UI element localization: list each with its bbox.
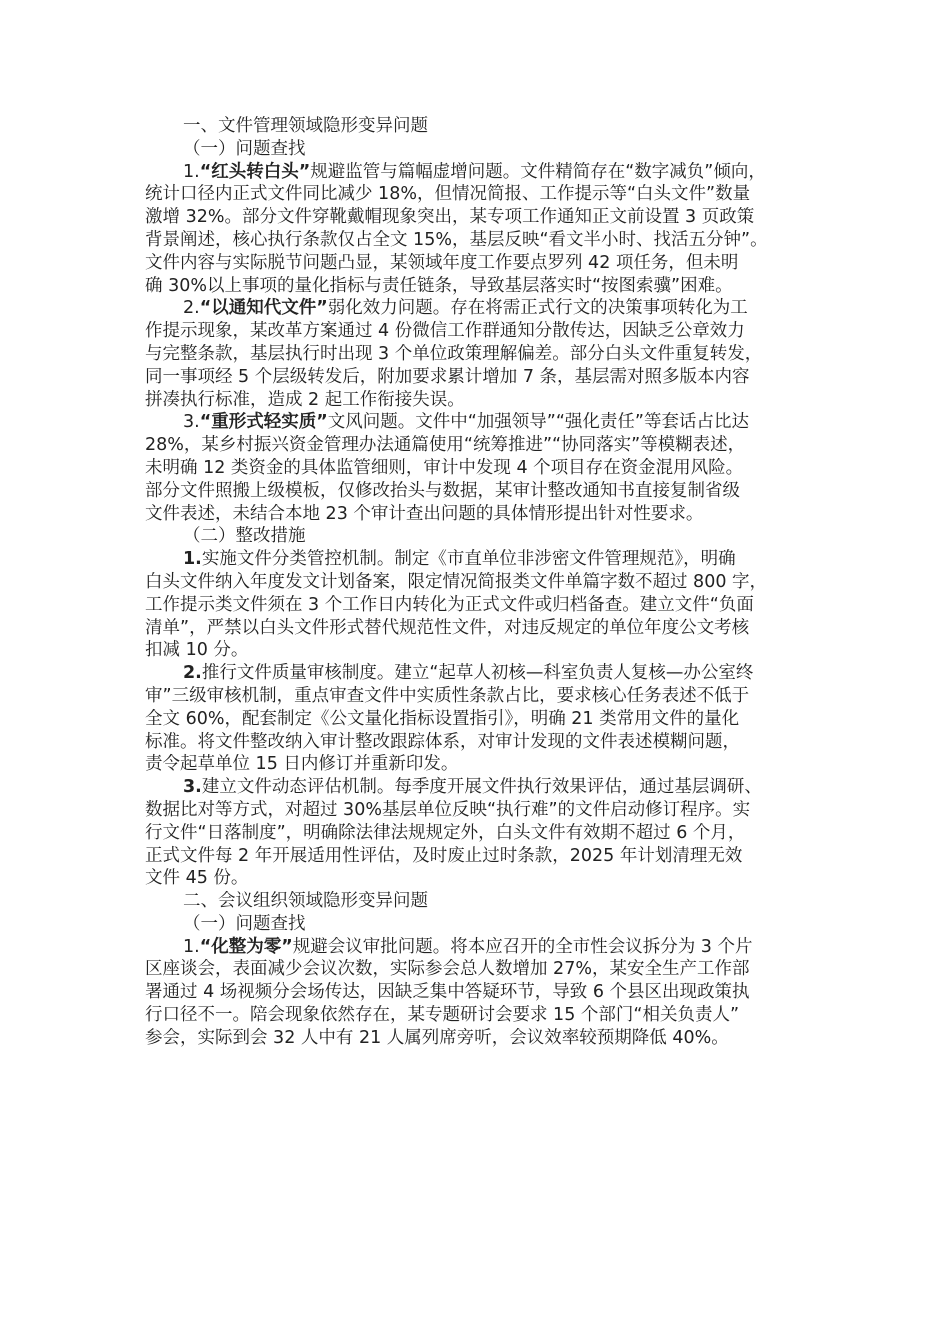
text-line [145,320,825,343]
line-text: 责令起草单位 15 日内修订并重新印发。 [145,754,459,775]
paragraph [145,776,825,890]
text-line [145,822,825,845]
line-text: 区座谈会，表面减少会议次数，实际参会总人数增加 27%，某安全生产工作部 [145,959,750,980]
text-line [145,343,825,366]
text-line [145,503,825,526]
paragraph [145,890,825,913]
text-line [145,890,825,913]
text-line [145,1027,825,1050]
bold-heading: “化整为零” [199,936,293,957]
text-line [145,138,825,161]
text-line [145,867,825,890]
paragraph [145,138,825,161]
line-text: 行文件“日落制度”，明确除法律法规规定外，白头文件有效期不超过 6 个月， [145,822,746,843]
line-text: （一）问题查找 [183,913,306,934]
text-line [145,183,825,206]
paragraph [145,913,825,936]
line-text: 弱化效力问题。存在将需正式行文的决策事项转化为工 [327,298,748,319]
line-text: 正式文件每 2 年开展适用性评估，及时废止过时条款，2025 年计划清理无效 [145,845,743,866]
text-line [145,753,825,776]
line-text: 文风问题。文件中“加强领导”“强化责任”等套话占比达 [327,412,749,433]
text-line [145,708,825,731]
text-line [145,366,825,389]
line-text: 审”三级审核机制，重点审查文件中实质性条款占比，要求核心任务表述不低于 [145,685,750,706]
line-text: （一）问题查找 [183,138,306,159]
bold-heading: “重形式轻实质” [199,412,328,433]
line-text: 拼凑执行标准，造成 2 起工作衔接失误。 [145,389,465,410]
line-text: 实施文件分类管控机制。制定《市直单位非涉密文件管理规范》，明确 [201,549,736,570]
text-line [145,1004,825,1027]
text-line [145,639,825,662]
text-line [145,776,825,799]
line-text: 规避监管与篇幅虚增问题。文件精简存在“数字减负”倾向， [310,161,766,182]
text-line [145,571,825,594]
line-text: 标准。将文件整改纳入审计整改跟踪体系，对审计发现的文件表述模糊问题， [145,731,740,752]
text-line [145,617,825,640]
text-line [145,936,825,959]
line-text: 扣减 10 分。 [145,640,249,661]
paragraph [145,115,825,138]
line-text: 白头文件纳入年度发文计划备案，限定情况简报类文件单篇字数不超过 800 字， [145,571,768,592]
text-line [145,594,825,617]
text-line [145,480,825,503]
paragraph [145,525,825,548]
line-text: 统计口径内正式文件同比减少 18%，但情况简报、工作提示等“白头文件”数量 [145,184,751,205]
item-number: 2. [183,298,200,319]
line-text: 未明确 12 类资金的具体监管细则，审计中发现 4 个项目存在资金混用风险。 [145,457,744,478]
line-text: 一、文件管理领域隐形变异问题 [183,116,428,136]
text-line [145,799,825,822]
line-text: 文件内容与实际脱节问题凸显，某领域年度工作要点罗列 42 项任务，但未明 [145,252,739,273]
text-line [145,981,825,1004]
line-text: 数据比对等方式，对超过 30%基层单位反映“执行难”的文件启动修订程序。实 [145,799,751,820]
text-line [145,913,825,936]
line-text: 确 30%以上事项的量化指标与责任链条，导致基层落实时“按图索骥”困难。 [145,275,733,296]
bold-heading: “以通知代文件” [199,298,328,319]
line-text: （二）整改措施 [183,526,306,547]
line-text: 全文 60%，配套制定《公文量化指标设置指引》，明确 21 类常用文件的量化 [145,708,740,729]
text-line [145,685,825,708]
text-line [145,297,825,320]
bold-heading: “红头转白头” [199,161,311,182]
line-text: 部分文件照搬上级模板，仅修改抬头与数据，某审计整改通知书直接复制省级 [145,480,740,501]
paragraph [145,297,825,411]
text-line [145,275,825,298]
paragraph [145,411,825,525]
bold-heading: 1. [183,549,202,570]
line-text: 作提示现象，某改革方案通过 4 份微信工作群通知分散传达，因缺乏公章效力 [145,321,745,342]
line-text: 激增 32%。部分文件穿靴戴帽现象突出，某专项工作通知正文前设置 3 页政策 [145,207,755,228]
text-line [145,845,825,868]
text-line [145,434,825,457]
line-text: 推行文件质量审核制度。建立“起草人初核—科室负责人复核—办公室终 [201,663,754,684]
text-line [145,457,825,480]
bold-heading: 3. [183,777,202,798]
line-text: 同一事项经 5 个层级转发后，附加要求累计增加 7 条，基层需对照多版本内容 [145,366,750,387]
item-number: 1. [183,936,200,957]
item-number: 1. [183,161,200,182]
paragraph [145,936,825,1050]
text-line [145,958,825,981]
paragraph [145,548,825,662]
line-text: 建立文件动态评估机制。每季度开展文件执行效果评估，通过基层调研、 [201,777,762,798]
text-line [145,229,825,252]
text-line [145,525,825,548]
line-text: 二、会议组织领域隐形变异问题 [183,891,428,912]
line-text: 工作提示类文件须在 3 个工作日内转化为正式文件或归档备查。建立文件“负面 [145,594,754,615]
text-line [145,389,825,412]
line-text: 清单”，严禁以白头文件形式替代规范性文件，对违反规定的单位年度公文考核 [145,617,750,638]
document-body [145,115,825,1050]
line-text: 署通过 4 场视频分会场传达，因缺乏集中答疑环节，导致 6 个县区出现政策执 [145,982,750,1003]
bold-heading: 2. [183,663,202,684]
line-text: 参会，实际到会 32 人中有 21 人属列席旁听，会议效率较预期降低 40%。 [145,1027,729,1048]
text-line [145,206,825,229]
line-text: 28%，某乡村振兴资金管理办法通篇使用“统筹推进”“协同落实”等模糊表述， [145,435,746,456]
line-text: 背景阐述，核心执行条款仅占全文 15%，基层反映“看文半小时、找活五分钟”。 [145,229,768,250]
line-text: 规避会议审批问题。将本应召开的全市性会议拆分为 3 个片 [292,936,753,957]
text-line [145,662,825,685]
line-text: 文件表述，未结合本地 23 个审计查出问题的具体情形提出针对性要求。 [145,503,704,524]
paragraph [145,662,825,776]
line-text: 文件 45 份。 [145,868,249,889]
text-line [145,411,825,434]
text-line [145,252,825,275]
line-text: 行口径不一。陪会现象依然存在，某专题研讨会要求 15 个部门“相关负责人” [145,1005,740,1026]
text-line [145,161,825,184]
line-text: 与完整条款，基层执行时出现 3 个单位政策理解偏差。部分白头文件重复转发， [145,343,763,364]
paragraph [145,161,825,298]
text-line [145,548,825,571]
text-line [145,731,825,754]
item-number: 3. [183,412,200,433]
text-line [145,115,825,138]
